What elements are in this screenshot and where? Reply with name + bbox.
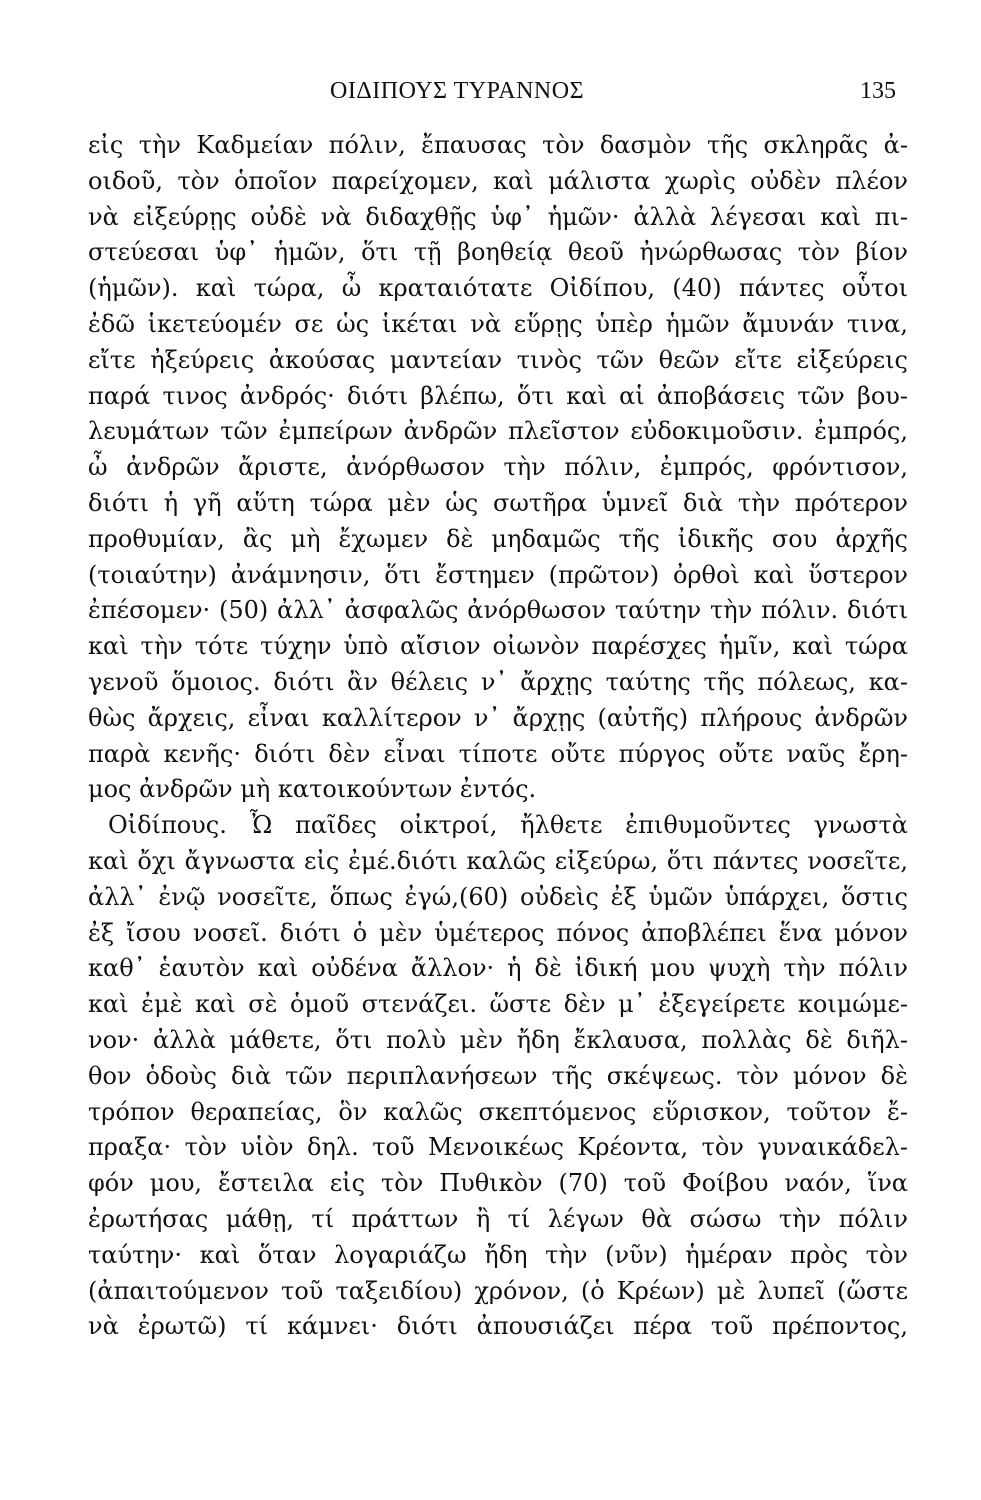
text-line: (ἀπαιτούμενον τοῦ ταξειδίου) χρόνον, (ὁ Κρέων) μὲ λυπεῖ (ὥστε <box>88 1276 908 1305</box>
page-header <box>0 74 981 114</box>
text-line: καὶ τὴν τότε τύχην ὑπὸ αἴσιον οἰωνὸν παρέσχες ἡμῖν, καὶ τώρα <box>88 632 908 661</box>
text-line: ἐδῶ ἱκετεύομέν σε ὡς ἱκέται νὰ εὕρῃς ὑπὲρ ἡμῶν ἄμυνάν τινα, <box>88 309 908 338</box>
text-line: (ἡμῶν). καὶ τώρα, ὦ κραταιότατε Οἰδίπου, (40) πάντες οὗτοι <box>88 274 908 303</box>
text-line: ἐπέσομεν· (50) ἀλλ᾽ ἀσφαλῶς ἀνόρθωσον ταύτην τὴν πόλιν. διότι <box>88 596 908 625</box>
text-line: παρὰ κενῆς· διότι δὲν εἶναι τίποτε οὔτε πύργος οὔτε ναῦς ἔρη- <box>88 739 908 768</box>
text-line: ὦ ἀνδρῶν ἄριστε, ἀνόρθωσον τὴν πόλιν, ἐμπρός, φρόντισον, <box>88 453 908 482</box>
text-line: καθ᾽ ἑαυτὸν καὶ οὐδένα ἄλλον· ἡ δὲ ἰδική μου ψυχὴ τὴν πόλιν <box>88 954 908 983</box>
text-line: μος ἀνδρῶν μὴ κατοικούντων ἐντός. <box>88 775 537 804</box>
text-line: τρόπον θεραπείας, ὃν καλῶς σκεπτόμενος εὕρισκον, τοῦτον ἔ- <box>88 1097 908 1126</box>
text-line: καὶ ὄχι ἄγνωστα εἰς ἐμέ.διότι καλῶς εἰξεύρω, ὅτι πάντες νοσεῖτε, <box>88 846 908 875</box>
speaker-line: Οἰδίπους. Ὦ παῖδες οἰκτροί, ἤλθετε ἐπιθυμοῦντες γνωστὰ <box>108 811 908 840</box>
text-line: λευμάτων τῶν ἐμπείρων ἀνδρῶν πλεῖστον εὐδοκιμοῦσιν. ἐμπρός, <box>88 417 908 446</box>
page-number: 135 <box>860 78 896 104</box>
text-line: εἰς τὴν Καδμείαν πόλιν, ἔπαυσας τὸν δασμὸν τῆς σκληρᾶς ἀ- <box>88 131 908 159</box>
text-line: ἀλλ᾽ ἐνῷ νοσεῖτε, ὅπως ἐγώ,(60) οὐδεὶς ἐξ ὑμῶν ὑπάρχει, ὅστις <box>88 882 908 911</box>
text-line: νὰ εἰξεύρῃς οὐδὲ νὰ διδαχθῇς ὑφ᾽ ἡμῶν· ἀλλὰ λέγεσαι καὶ πι- <box>88 202 908 231</box>
text-line: (τοιαύτην) ἀνάμνησιν, ὅτι ἔστημεν (πρῶτον) ὀρθοὶ καὶ ὕστερον <box>88 560 908 589</box>
running-title: ΟΙΔΙΠΟΥΣ ΤΥΡΑΝΝΟΣ <box>330 78 585 104</box>
text-line: ἐξ ἴσου νοσεῖ. διότι ὁ μὲν ὑμέτερος πόνος ἀποβλέπει ἕνα μόνον <box>88 918 908 947</box>
text-line: ἐρωτήσας μάθῃ, τί πράττων ἢ τί λέγων θὰ σώσω τὴν πόλιν <box>88 1204 908 1233</box>
text-line: φόν μου, ἔστειλα εἰς τὸν Πυθικὸν (70) τοῦ Φοίβου ναόν, ἵνα <box>88 1169 908 1198</box>
text-line: ταύτην· καὶ ὅταν λογαριάζω ἤδη τὴν (νῦν) ἡμέραν πρὸς τὸν <box>88 1240 908 1269</box>
text-line: θὼς ἄρχεις, εἶναι καλλίτερον ν᾽ ἄρχῃς (αὐτῆς) πλήρους ἀνδρῶν <box>88 703 908 732</box>
text-line: διότι ἡ γῆ αὕτη τώρα μὲν ὡς σωτῆρα ὑμνεῖ διὰ τὴν πρότερον <box>88 488 908 517</box>
text-line: παρά τινος ἀνδρός· διότι βλέπω, ὅτι καὶ αἱ ἀποβάσεις τῶν βου- <box>88 381 908 410</box>
text-line: καὶ ἐμὲ καὶ σὲ ὁμοῦ στενάζει. ὥστε δὲν μ᾽ ἐξεγείρετε κοιμώμε- <box>88 990 908 1019</box>
text-line: πραξα· τὸν υἱὸν δηλ. τοῦ Μενοικέως Κρέοντα, τὸν γυναικάδελ- <box>88 1133 908 1162</box>
text-line: οιδοῦ, τὸν ὁποῖον παρείχομεν, καὶ μάλιστα χωρὶς οὐδὲν πλέον <box>88 166 908 195</box>
text-line: στεύεσαι ὑφ᾽ ἡμῶν, ὅτι τῇ βοηθείᾳ θεοῦ ἠνώρθωσας τὸν βίον <box>88 238 908 267</box>
text-line: νον· ἀλλὰ μάθετε, ὅτι πολὺ μὲν ἤδη ἔκλαυσα, πολλὰς δὲ διῆλ- <box>88 1025 908 1054</box>
text-line: θον ὁδοὺς διὰ τῶν περιπλανήσεων τῆς σκέψεως. τὸν μόνον δὲ <box>88 1061 908 1090</box>
text-line: προθυμίαν, ἂς μὴ ἔχωμεν δὲ μηδαμῶς τῆς ἰδικῆς σου ἀρχῆς <box>88 524 908 553</box>
text-line: εἴτε ἠξεύρεις ἀκούσας μαντείαν τινὸς τῶν θεῶν εἴτε εἰξεύρεις <box>88 345 908 374</box>
text-line: νὰ ἐρωτῶ) τί κάμνει· διότι ἀπουσιάζει πέρα τοῦ πρέποντος, <box>88 1312 908 1341</box>
text-line: γενοῦ ὅμοιος. διότι ἂν θέλεις ν᾽ ἄρχῃς ταύτης τῆς πόλεως, κα- <box>88 667 908 696</box>
body-text <box>88 128 908 1345</box>
